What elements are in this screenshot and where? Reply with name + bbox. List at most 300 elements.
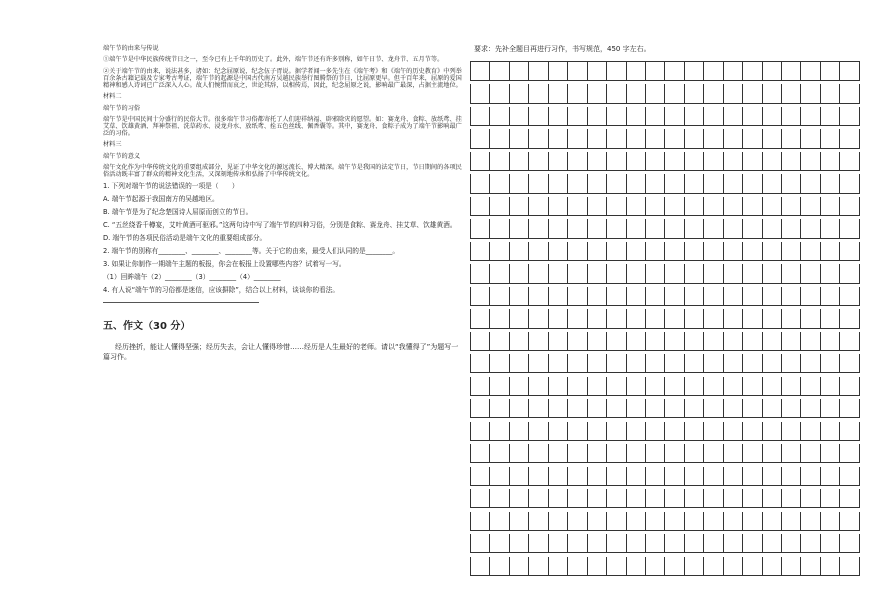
grid-cell[interactable] <box>490 467 509 485</box>
grid-cell[interactable] <box>471 534 490 552</box>
grid-cell[interactable] <box>724 377 743 395</box>
grid-cell[interactable] <box>646 62 665 80</box>
grid-cell[interactable] <box>549 152 568 170</box>
grid-cell[interactable] <box>840 242 859 260</box>
grid-cell[interactable] <box>510 62 529 80</box>
grid-cell[interactable] <box>665 62 684 80</box>
grid-cell[interactable] <box>568 152 587 170</box>
grid-cell[interactable] <box>665 107 684 125</box>
grid-cell[interactable] <box>704 377 723 395</box>
grid-cell[interactable] <box>568 287 587 305</box>
grid-cell[interactable] <box>607 174 626 192</box>
grid-cell[interactable] <box>529 557 548 575</box>
grid-cell[interactable] <box>588 219 607 237</box>
grid-cell[interactable] <box>490 354 509 372</box>
grid-cell[interactable] <box>627 242 646 260</box>
grid-cell[interactable] <box>840 287 859 305</box>
grid-cell[interactable] <box>821 242 840 260</box>
grid-cell[interactable] <box>510 332 529 350</box>
grid-cell[interactable] <box>471 422 490 440</box>
grid-cell[interactable] <box>685 534 704 552</box>
grid-cell[interactable] <box>801 242 820 260</box>
grid-cell[interactable] <box>646 332 665 350</box>
grid-cell[interactable] <box>471 264 490 282</box>
grid-cell[interactable] <box>510 444 529 462</box>
grid-cell[interactable] <box>588 557 607 575</box>
grid-cell[interactable] <box>490 242 509 260</box>
grid-cell[interactable] <box>724 84 743 102</box>
grid-cell[interactable] <box>490 422 509 440</box>
grid-cell[interactable] <box>549 467 568 485</box>
grid-cell[interactable] <box>724 219 743 237</box>
grid-cell[interactable] <box>704 84 723 102</box>
grid-cell[interactable] <box>549 62 568 80</box>
grid-cell[interactable] <box>704 242 723 260</box>
grid-cell[interactable] <box>529 354 548 372</box>
grid-cell[interactable] <box>685 219 704 237</box>
grid-cell[interactable] <box>568 377 587 395</box>
grid-cell[interactable] <box>549 309 568 327</box>
grid-cell[interactable] <box>743 557 762 575</box>
grid-cell[interactable] <box>665 422 684 440</box>
grid-cell[interactable] <box>665 467 684 485</box>
grid-cell[interactable] <box>471 129 490 147</box>
grid-cell[interactable] <box>685 309 704 327</box>
grid-cell[interactable] <box>840 399 859 417</box>
grid-cell[interactable] <box>549 354 568 372</box>
grid-cell[interactable] <box>627 129 646 147</box>
grid-cell[interactable] <box>646 84 665 102</box>
grid-cell[interactable] <box>588 377 607 395</box>
grid-cell[interactable] <box>840 309 859 327</box>
grid-cell[interactable] <box>588 309 607 327</box>
grid-cell[interactable] <box>607 129 626 147</box>
grid-cell[interactable] <box>821 62 840 80</box>
grid-cell[interactable] <box>782 309 801 327</box>
grid-cell[interactable] <box>782 489 801 507</box>
grid-cell[interactable] <box>471 84 490 102</box>
grid-cell[interactable] <box>627 332 646 350</box>
grid-cell[interactable] <box>821 512 840 530</box>
grid-cell[interactable] <box>568 309 587 327</box>
grid-cell[interactable] <box>510 534 529 552</box>
grid-cell[interactable] <box>607 62 626 80</box>
grid-cell[interactable] <box>724 309 743 327</box>
grid-cell[interactable] <box>665 197 684 215</box>
grid-cell[interactable] <box>782 422 801 440</box>
grid-cell[interactable] <box>743 512 762 530</box>
grid-cell[interactable] <box>665 557 684 575</box>
grid-cell[interactable] <box>801 354 820 372</box>
grid-cell[interactable] <box>782 534 801 552</box>
grid-cell[interactable] <box>471 107 490 125</box>
grid-cell[interactable] <box>646 512 665 530</box>
grid-cell[interactable] <box>821 152 840 170</box>
grid-cell[interactable] <box>490 174 509 192</box>
grid-cell[interactable] <box>821 129 840 147</box>
grid-cell[interactable] <box>646 174 665 192</box>
grid-cell[interactable] <box>665 129 684 147</box>
grid-cell[interactable] <box>549 534 568 552</box>
grid-cell[interactable] <box>646 557 665 575</box>
grid-cell[interactable] <box>724 152 743 170</box>
grid-cell[interactable] <box>685 512 704 530</box>
grid-cell[interactable] <box>627 219 646 237</box>
grid-cell[interactable] <box>665 174 684 192</box>
grid-cell[interactable] <box>568 107 587 125</box>
grid-cell[interactable] <box>665 219 684 237</box>
grid-cell[interactable] <box>588 62 607 80</box>
grid-cell[interactable] <box>685 354 704 372</box>
grid-cell[interactable] <box>568 174 587 192</box>
grid-cell[interactable] <box>724 174 743 192</box>
grid-cell[interactable] <box>646 309 665 327</box>
grid-cell[interactable] <box>704 399 723 417</box>
grid-cell[interactable] <box>529 152 548 170</box>
grid-cell[interactable] <box>665 354 684 372</box>
grid-cell[interactable] <box>471 219 490 237</box>
grid-cell[interactable] <box>549 174 568 192</box>
grid-cell[interactable] <box>490 287 509 305</box>
grid-cell[interactable] <box>627 84 646 102</box>
grid-cell[interactable] <box>704 129 723 147</box>
grid-cell[interactable] <box>588 422 607 440</box>
grid-cell[interactable] <box>782 557 801 575</box>
grid-cell[interactable] <box>821 377 840 395</box>
grid-cell[interactable] <box>549 422 568 440</box>
grid-cell[interactable] <box>490 264 509 282</box>
grid-cell[interactable] <box>840 444 859 462</box>
grid-cell[interactable] <box>821 332 840 350</box>
grid-cell[interactable] <box>568 219 587 237</box>
grid-cell[interactable] <box>607 84 626 102</box>
grid-cell[interactable] <box>665 399 684 417</box>
grid-cell[interactable] <box>801 557 820 575</box>
grid-cell[interactable] <box>510 84 529 102</box>
grid-cell[interactable] <box>801 84 820 102</box>
grid-cell[interactable] <box>549 287 568 305</box>
grid-cell[interactable] <box>471 489 490 507</box>
grid-cell[interactable] <box>549 219 568 237</box>
grid-cell[interactable] <box>490 152 509 170</box>
grid-cell[interactable] <box>724 557 743 575</box>
grid-cell[interactable] <box>724 107 743 125</box>
grid-cell[interactable] <box>646 399 665 417</box>
grid-cell[interactable] <box>627 309 646 327</box>
grid-cell[interactable] <box>510 399 529 417</box>
grid-cell[interactable] <box>685 152 704 170</box>
grid-cell[interactable] <box>743 489 762 507</box>
grid-cell[interactable] <box>840 557 859 575</box>
grid-cell[interactable] <box>646 534 665 552</box>
grid-cell[interactable] <box>763 332 782 350</box>
grid-cell[interactable] <box>549 377 568 395</box>
grid-cell[interactable] <box>704 197 723 215</box>
grid-cell[interactable] <box>801 219 820 237</box>
grid-cell[interactable] <box>607 557 626 575</box>
grid-cell[interactable] <box>490 399 509 417</box>
grid-cell[interactable] <box>627 444 646 462</box>
grid-cell[interactable] <box>529 377 548 395</box>
grid-cell[interactable] <box>685 377 704 395</box>
grid-cell[interactable] <box>646 287 665 305</box>
grid-cell[interactable] <box>490 309 509 327</box>
grid-cell[interactable] <box>724 422 743 440</box>
grid-cell[interactable] <box>840 84 859 102</box>
grid-cell[interactable] <box>821 197 840 215</box>
grid-cell[interactable] <box>704 489 723 507</box>
grid-cell[interactable] <box>646 444 665 462</box>
grid-cell[interactable] <box>782 174 801 192</box>
grid-cell[interactable] <box>782 512 801 530</box>
grid-cell[interactable] <box>840 467 859 485</box>
grid-cell[interactable] <box>568 467 587 485</box>
grid-cell[interactable] <box>510 287 529 305</box>
grid-cell[interactable] <box>801 332 820 350</box>
grid-cell[interactable] <box>685 557 704 575</box>
grid-cell[interactable] <box>665 152 684 170</box>
grid-cell[interactable] <box>471 242 490 260</box>
grid-cell[interactable] <box>763 512 782 530</box>
grid-cell[interactable] <box>646 377 665 395</box>
grid-cell[interactable] <box>627 174 646 192</box>
grid-cell[interactable] <box>510 264 529 282</box>
grid-cell[interactable] <box>704 332 723 350</box>
grid-cell[interactable] <box>588 399 607 417</box>
grid-cell[interactable] <box>607 422 626 440</box>
grid-cell[interactable] <box>801 129 820 147</box>
grid-cell[interactable] <box>529 197 548 215</box>
grid-cell[interactable] <box>801 444 820 462</box>
grid-cell[interactable] <box>801 399 820 417</box>
grid-cell[interactable] <box>510 377 529 395</box>
grid-cell[interactable] <box>588 354 607 372</box>
grid-cell[interactable] <box>782 377 801 395</box>
grid-cell[interactable] <box>490 534 509 552</box>
grid-cell[interactable] <box>646 129 665 147</box>
grid-cell[interactable] <box>510 489 529 507</box>
grid-cell[interactable] <box>607 152 626 170</box>
grid-cell[interactable] <box>743 62 762 80</box>
grid-cell[interactable] <box>549 84 568 102</box>
grid-cell[interactable] <box>627 512 646 530</box>
grid-cell[interactable] <box>588 489 607 507</box>
grid-cell[interactable] <box>646 107 665 125</box>
grid-cell[interactable] <box>607 444 626 462</box>
grid-cell[interactable] <box>627 152 646 170</box>
grid-cell[interactable] <box>627 557 646 575</box>
grid-cell[interactable] <box>801 309 820 327</box>
grid-cell[interactable] <box>724 444 743 462</box>
grid-cell[interactable] <box>607 197 626 215</box>
grid-cell[interactable] <box>704 152 723 170</box>
grid-cell[interactable] <box>685 242 704 260</box>
grid-cell[interactable] <box>607 489 626 507</box>
grid-cell[interactable] <box>743 287 762 305</box>
grid-cell[interactable] <box>763 377 782 395</box>
grid-cell[interactable] <box>529 242 548 260</box>
grid-cell[interactable] <box>627 534 646 552</box>
grid-cell[interactable] <box>490 107 509 125</box>
grid-cell[interactable] <box>646 422 665 440</box>
grid-cell[interactable] <box>490 512 509 530</box>
grid-cell[interactable] <box>510 129 529 147</box>
grid-cell[interactable] <box>840 107 859 125</box>
grid-cell[interactable] <box>743 174 762 192</box>
grid-cell[interactable] <box>821 534 840 552</box>
grid-cell[interactable] <box>568 399 587 417</box>
grid-cell[interactable] <box>763 152 782 170</box>
grid-cell[interactable] <box>724 512 743 530</box>
grid-cell[interactable] <box>704 264 723 282</box>
grid-cell[interactable] <box>529 399 548 417</box>
grid-cell[interactable] <box>490 84 509 102</box>
grid-cell[interactable] <box>471 354 490 372</box>
grid-cell[interactable] <box>685 264 704 282</box>
grid-cell[interactable] <box>529 467 548 485</box>
grid-cell[interactable] <box>568 332 587 350</box>
grid-cell[interactable] <box>588 287 607 305</box>
grid-cell[interactable] <box>568 264 587 282</box>
grid-cell[interactable] <box>510 242 529 260</box>
grid-cell[interactable] <box>763 422 782 440</box>
grid-cell[interactable] <box>549 129 568 147</box>
grid-cell[interactable] <box>743 309 762 327</box>
grid-cell[interactable] <box>471 332 490 350</box>
grid-cell[interactable] <box>801 467 820 485</box>
grid-cell[interactable] <box>490 219 509 237</box>
grid-cell[interactable] <box>665 84 684 102</box>
grid-cell[interactable] <box>704 309 723 327</box>
grid-cell[interactable] <box>743 264 762 282</box>
grid-cell[interactable] <box>724 62 743 80</box>
grid-cell[interactable] <box>821 557 840 575</box>
grid-cell[interactable] <box>471 174 490 192</box>
grid-cell[interactable] <box>821 489 840 507</box>
grid-cell[interactable] <box>685 174 704 192</box>
grid-cell[interactable] <box>743 152 762 170</box>
grid-cell[interactable] <box>801 152 820 170</box>
grid-cell[interactable] <box>704 444 723 462</box>
grid-cell[interactable] <box>529 422 548 440</box>
grid-cell[interactable] <box>763 354 782 372</box>
grid-cell[interactable] <box>801 422 820 440</box>
grid-cell[interactable] <box>471 467 490 485</box>
grid-cell[interactable] <box>549 197 568 215</box>
grid-cell[interactable] <box>724 489 743 507</box>
grid-cell[interactable] <box>588 174 607 192</box>
grid-cell[interactable] <box>568 197 587 215</box>
grid-cell[interactable] <box>801 512 820 530</box>
grid-cell[interactable] <box>490 197 509 215</box>
grid-cell[interactable] <box>627 287 646 305</box>
grid-cell[interactable] <box>724 242 743 260</box>
grid-cell[interactable] <box>607 534 626 552</box>
grid-cell[interactable] <box>685 422 704 440</box>
grid-cell[interactable] <box>782 444 801 462</box>
grid-cell[interactable] <box>743 242 762 260</box>
grid-cell[interactable] <box>607 107 626 125</box>
grid-cell[interactable] <box>724 332 743 350</box>
grid-cell[interactable] <box>763 287 782 305</box>
grid-cell[interactable] <box>685 129 704 147</box>
grid-cell[interactable] <box>704 534 723 552</box>
grid-cell[interactable] <box>490 377 509 395</box>
grid-cell[interactable] <box>821 354 840 372</box>
grid-cell[interactable] <box>510 512 529 530</box>
grid-cell[interactable] <box>568 354 587 372</box>
grid-cell[interactable] <box>627 354 646 372</box>
grid-cell[interactable] <box>646 242 665 260</box>
grid-cell[interactable] <box>607 287 626 305</box>
grid-cell[interactable] <box>510 422 529 440</box>
grid-cell[interactable] <box>821 174 840 192</box>
grid-cell[interactable] <box>704 354 723 372</box>
grid-cell[interactable] <box>763 219 782 237</box>
grid-cell[interactable] <box>588 512 607 530</box>
grid-cell[interactable] <box>763 174 782 192</box>
grid-cell[interactable] <box>510 197 529 215</box>
grid-cell[interactable] <box>801 287 820 305</box>
grid-cell[interactable] <box>821 399 840 417</box>
grid-cell[interactable] <box>821 219 840 237</box>
grid-cell[interactable] <box>471 557 490 575</box>
grid-cell[interactable] <box>490 444 509 462</box>
grid-cell[interactable] <box>763 444 782 462</box>
grid-cell[interactable] <box>549 264 568 282</box>
grid-cell[interactable] <box>549 557 568 575</box>
grid-cell[interactable] <box>763 197 782 215</box>
grid-cell[interactable] <box>490 62 509 80</box>
grid-cell[interactable] <box>840 264 859 282</box>
grid-cell[interactable] <box>763 557 782 575</box>
grid-cell[interactable] <box>685 467 704 485</box>
grid-cell[interactable] <box>549 399 568 417</box>
grid-cell[interactable] <box>743 332 762 350</box>
grid-cell[interactable] <box>646 197 665 215</box>
grid-cell[interactable] <box>763 107 782 125</box>
grid-cell[interactable] <box>724 197 743 215</box>
grid-cell[interactable] <box>646 219 665 237</box>
grid-cell[interactable] <box>568 489 587 507</box>
grid-cell[interactable] <box>782 264 801 282</box>
grid-cell[interactable] <box>821 287 840 305</box>
grid-cell[interactable] <box>510 174 529 192</box>
grid-cell[interactable] <box>510 467 529 485</box>
grid-cell[interactable] <box>743 422 762 440</box>
grid-cell[interactable] <box>704 557 723 575</box>
grid-cell[interactable] <box>607 377 626 395</box>
grid-cell[interactable] <box>763 534 782 552</box>
grid-cell[interactable] <box>471 197 490 215</box>
grid-cell[interactable] <box>588 242 607 260</box>
grid-cell[interactable] <box>840 152 859 170</box>
grid-cell[interactable] <box>529 489 548 507</box>
grid-cell[interactable] <box>743 534 762 552</box>
grid-cell[interactable] <box>529 62 548 80</box>
grid-cell[interactable] <box>510 557 529 575</box>
grid-cell[interactable] <box>510 219 529 237</box>
grid-cell[interactable] <box>821 444 840 462</box>
grid-cell[interactable] <box>724 399 743 417</box>
grid-cell[interactable] <box>685 489 704 507</box>
grid-cell[interactable] <box>549 332 568 350</box>
grid-cell[interactable] <box>743 399 762 417</box>
grid-cell[interactable] <box>724 534 743 552</box>
grid-cell[interactable] <box>782 197 801 215</box>
grid-cell[interactable] <box>763 84 782 102</box>
grid-cell[interactable] <box>743 197 762 215</box>
